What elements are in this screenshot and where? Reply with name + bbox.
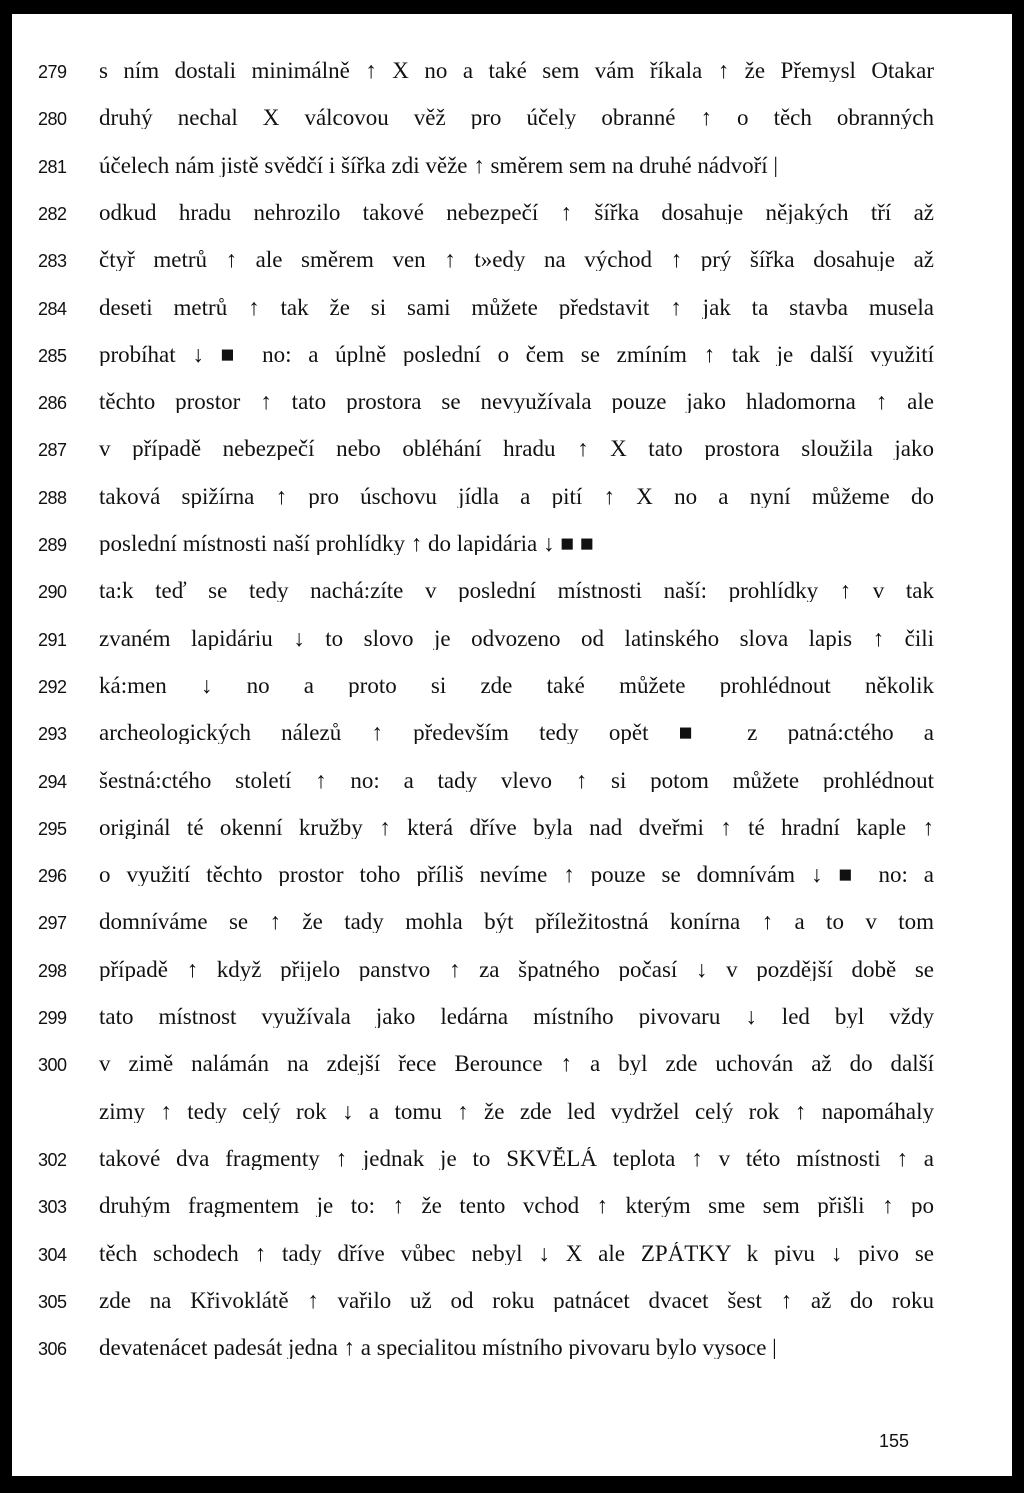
transcript-line: zvaném lapidáriu ↓ to slovo je odvozeno od latinského slova lapis ↑ čili — [99, 626, 934, 650]
line-number: 296 — [38, 866, 67, 887]
transcript-line: originál té okenní kružby ↑ která dříve byla nad dveřmi ↑ té hradní kaple ↑ — [99, 815, 934, 839]
line-number: 295 — [38, 818, 67, 839]
transcript-line: těch schodech ↑ tady dříve vůbec nebyl ↓ X ale ZPÁTKY k pivu ↓ pivo se — [99, 1241, 934, 1265]
transcript-line: devatenácet padesát jedna ↑ a specialitou místního pivovaru bylo vysoce | — [99, 1336, 777, 1360]
transcript-line: ká:men ↓ no a proto si zde také můžete prohlédnout několik — [99, 673, 934, 697]
transcript-line: poslední místnosti naší prohlídky ↑ do lapidária ↓ ■ ■ — [99, 532, 594, 555]
transcript-line: s ním dostali minimálně ↑ X no a také sem vám říkala ↑ že Přemysl Otakar — [99, 59, 934, 82]
transcript-line: druhý nechal X válcovou věž pro účely obranné ↑ o těch obranných — [99, 106, 934, 130]
line-number: 280 — [38, 109, 67, 130]
line-number: 306 — [38, 1339, 67, 1360]
line-number: 305 — [38, 1291, 67, 1312]
line-number: 286 — [38, 393, 67, 414]
line-number: 285 — [38, 345, 67, 366]
line-number: 290 — [38, 582, 67, 603]
transcript-line: probíhat ↓ ■ no: a úplně poslední o čem se zmíním ↑ tak je další využití — [99, 342, 934, 366]
transcript-line: ta:k teď se tedy nachá:zíte v poslední místnosti naší: prohlídky ↑ v tak — [99, 579, 934, 603]
line-number: 287 — [38, 440, 67, 461]
transcript-line: deseti metrů ↑ tak že si sami můžete představit ↑ jak ta stavba musela — [99, 295, 934, 319]
transcript-line: domníváme se ↑ že tady mohla být příležitostná konírna ↑ a to v tom — [99, 910, 934, 934]
line-number: 291 — [38, 629, 67, 650]
line-number: 282 — [38, 203, 67, 224]
transcript-line: účelech nám jistě svědčí i šířka zdi věže ↑ směrem sem na druhé nádvoří | — [99, 153, 779, 177]
line-number: 284 — [38, 298, 67, 319]
transcript-page — [12, 14, 1012, 1476]
line-number: 298 — [38, 960, 67, 981]
transcript-line: tato místnost využívala jako ledárna místního pivovaru ↓ led byl vždy — [99, 1005, 934, 1028]
transcript-line: čtyř metrů ↑ ale směrem ven ↑ t»edy na východ ↑ prý šířka dosahuje až — [99, 248, 934, 272]
transcript-line: takové dva fragmenty ↑ jednak je to SKVĚLÁ teplota ↑ v této místnosti ↑ a — [99, 1146, 934, 1170]
transcript-line: druhým fragmentem je to: ↑ že tento vchod ↑ kterým sme sem přišli ↑ po — [99, 1194, 934, 1218]
line-number: 302 — [38, 1149, 67, 1170]
line-number: 292 — [38, 676, 67, 697]
transcript-line: těchto prostor ↑ tato prostora se nevyužívala pouze jako hladomorna ↑ ale — [99, 390, 934, 414]
transcript-line: zde na Křivoklátě ↑ vařilo už od roku patnácet dvacet šest ↑ až do roku — [99, 1288, 934, 1312]
transcript-line: v případě nebezpečí nebo obléhání hradu ↑ X tato prostora sloužila jako — [99, 437, 934, 461]
transcript-line: případě ↑ když přijelo panstvo ↑ za špatného počasí ↓ v pozdější době se — [99, 957, 934, 981]
line-number: 289 — [38, 535, 67, 555]
line-number: 283 — [38, 251, 67, 272]
transcript-line: archeologických nálezů ↑ především tedy opět ■ z patná:ctého a — [99, 721, 934, 745]
line-number: 294 — [38, 771, 67, 792]
transcript-line: taková spižírna ↑ pro úschovu jídla a pití ↑ X no a nyní můžeme do — [99, 484, 934, 508]
transcript-line: o využití těchto prostor toho příliš nevíme ↑ pouze se domnívám ↓ ■ no: a — [99, 863, 934, 887]
line-number: 303 — [38, 1197, 67, 1218]
transcript-line: v zimě nalámán na zdejší řece Berounce ↑ a byl zde uchován až do další — [99, 1052, 934, 1076]
page-number: 155 — [878, 1431, 909, 1451]
line-number: 279 — [38, 62, 67, 82]
transcript-line: šestná:ctého století ↑ no: a tady vlevo ↑ si potom můžete prohlédnout — [99, 768, 934, 792]
line-number: 304 — [38, 1244, 67, 1265]
line-number: 299 — [38, 1008, 67, 1028]
line-number: 288 — [38, 487, 67, 508]
line-number: 297 — [38, 913, 67, 934]
line-number: 281 — [38, 156, 67, 177]
line-number: 300 — [38, 1055, 67, 1076]
line-number: 293 — [38, 724, 67, 745]
transcript-line: zimy ↑ tedy celý rok ↓ a tomu ↑ že zde led vydržel celý rok ↑ napomáhaly — [99, 1099, 934, 1123]
transcript-line: odkud hradu nehrozilo takové nebezpečí ↑ šířka dosahuje nějakých tří až — [99, 200, 934, 224]
